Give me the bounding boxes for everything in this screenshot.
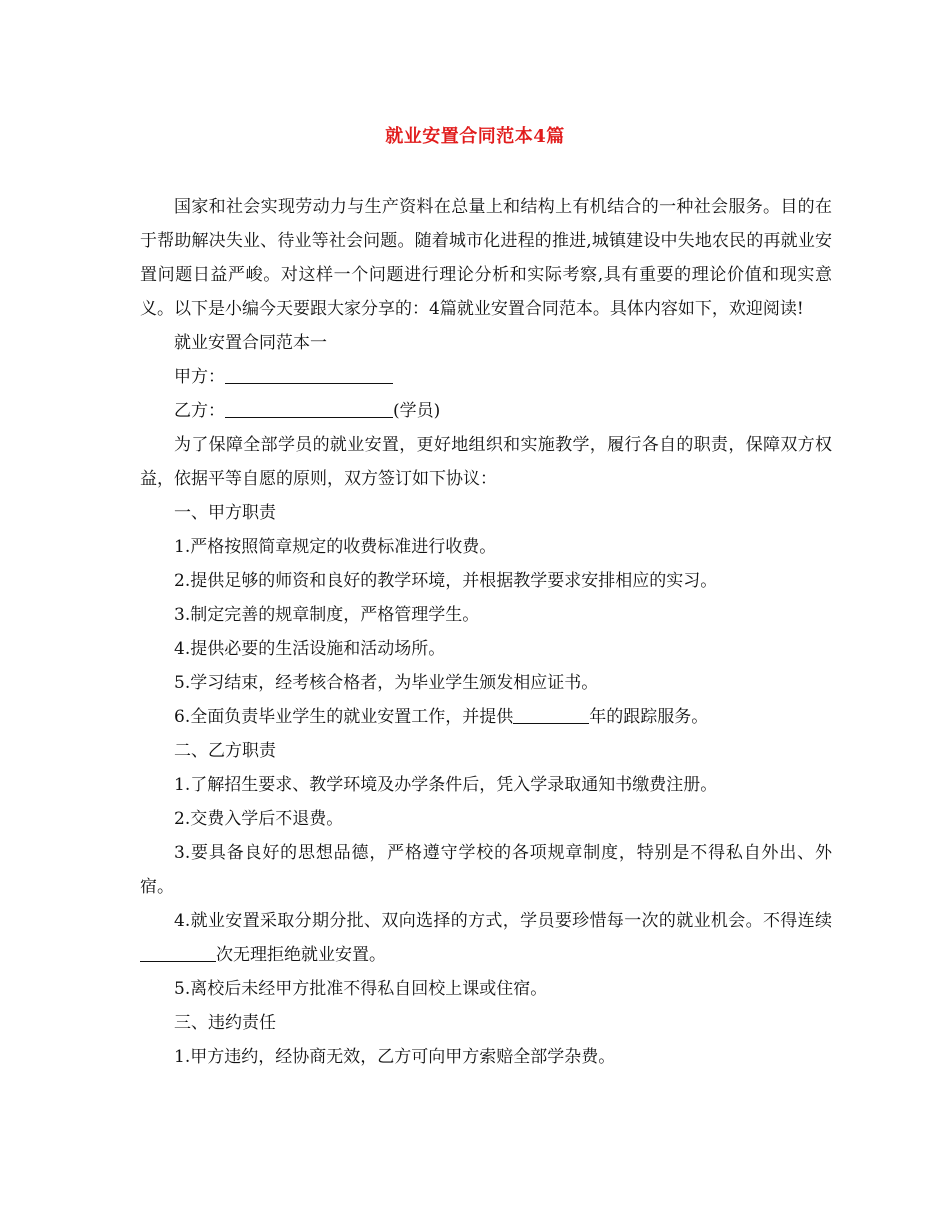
intro-paragraph: 国家和社会实现劳动力与生产资料在总量上和结构上有机结合的一种社会服务。目的在于帮助解决失业、待业等社会问题。随着城市化进程的推进,城镇建设中失地农民的再就业安置问题日益严峻。对这样一个问题进行理论分析和实际考察,具有重要的理论价值和现实意义。以下是小编今天要跟大家分享的：4篇就业安置合同范本。具体内容如下，欢迎阅读! bbox=[140, 197, 832, 319]
party-b-suffix: (学员) bbox=[393, 401, 441, 421]
party-b-label: 乙方： bbox=[174, 401, 225, 421]
party-a-blank bbox=[225, 365, 393, 384]
party-a-item-5: 5.学习结束，经考核合格者，为毕业学生颁发相应证书。 bbox=[174, 673, 599, 693]
party-a-label: 甲方： bbox=[174, 367, 225, 387]
party-b-item-4-text: 4.就业安置采取分期分批、双向选择的方式，学员要珍惜每一次的就业机会。不得连续 bbox=[174, 911, 832, 931]
heading-party-a-duties: 一、甲方职责 bbox=[174, 503, 276, 523]
party-a-item-4: 4.提供必要的生活设施和活动场所。 bbox=[174, 639, 446, 659]
party-b-item-3: 3.要具备良好的思想品德，严格遵守学校的各项规章制度，特别是不得私自外出、外宿。 bbox=[140, 843, 832, 897]
purpose-paragraph: 为了保障全部学员的就业安置，更好地组织和实施教学，履行各自的职责，保障双方权益，依据平等自愿的原则，双方签订如下协议： bbox=[140, 435, 832, 489]
party-a-item-6 bbox=[140, 700, 832, 734]
party-a-line bbox=[140, 360, 832, 394]
section-title: 就业安置合同范本一 bbox=[174, 333, 327, 353]
party-b-item-1: 1.了解招生要求、教学环境及办学条件后，凭入学录取通知书缴费注册。 bbox=[174, 775, 718, 795]
document-title: 就业安置合同范本4篇 bbox=[385, 126, 565, 147]
party-b-item-4-suffix: 次无理拒绝就业安置。 bbox=[216, 945, 386, 965]
party-a-item-6-suffix: 年的跟踪服务。 bbox=[589, 707, 709, 727]
party-a-item-2: 2.提供足够的师资和良好的教学环境，并根据教学要求安排相应的实习。 bbox=[174, 571, 718, 591]
party-b-item-4 bbox=[140, 904, 832, 972]
party-a-item-3: 3.制定完善的规章制度，严格管理学生。 bbox=[174, 605, 480, 625]
breach-item-1: 1.甲方违约，经协商无效，乙方可向甲方索赔全部学杂费。 bbox=[174, 1047, 616, 1067]
party-b-line bbox=[140, 394, 832, 428]
years-blank bbox=[513, 705, 589, 724]
party-a-item-6-text: 6.全面负责毕业学生的就业安置工作，并提供 bbox=[174, 707, 514, 727]
heading-party-b-duties: 二、乙方职责 bbox=[174, 741, 276, 761]
party-b-blank bbox=[225, 399, 393, 418]
party-b-item-5: 5.离校后未经甲方批准不得私自回校上课或住宿。 bbox=[174, 979, 548, 999]
heading-breach-liability: 三、违约责任 bbox=[174, 1013, 276, 1033]
times-blank bbox=[140, 943, 216, 962]
document-body bbox=[140, 190, 832, 1074]
party-a-item-1: 1.严格按照简章规定的收费标准进行收费。 bbox=[174, 537, 497, 557]
party-b-item-2: 2.交费入学后不退费。 bbox=[174, 809, 344, 829]
